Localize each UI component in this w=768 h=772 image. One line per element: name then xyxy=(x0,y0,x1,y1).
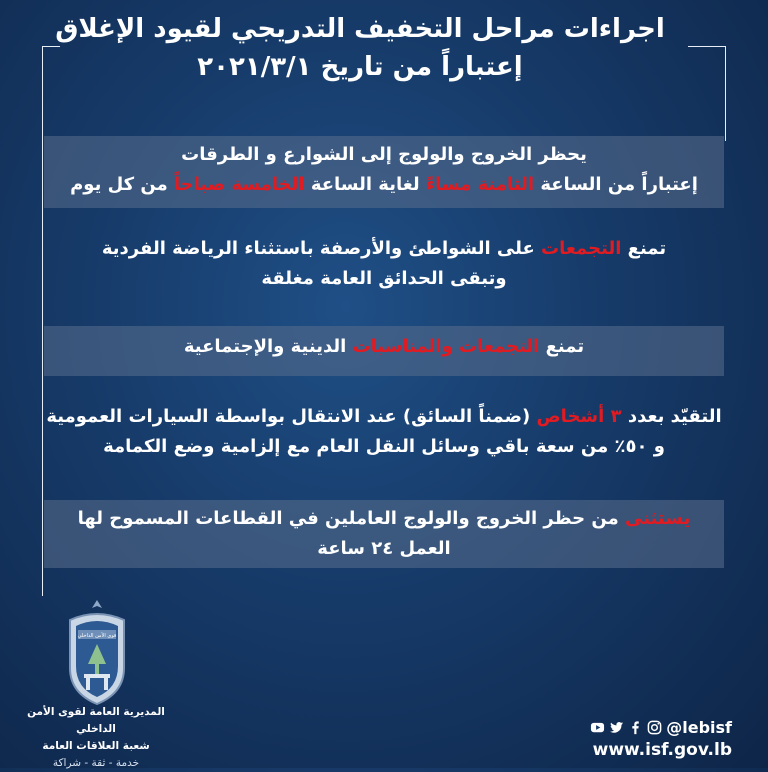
gatherings-events-text-a: تمنع xyxy=(539,336,585,357)
transport-line-2: و ٥٠٪ من سعة باقي وسائل النقل العام مع إلزامية وضع الكمامة xyxy=(103,436,665,457)
title-line-2: إعتباراً من تاريخ ٢٠٢١/٣/١ xyxy=(197,52,523,82)
curfew-text-a: إعتباراً من الساعة xyxy=(534,174,698,195)
gatherings-events-text-b: الدينية والإجتماعية xyxy=(183,336,353,357)
curfew-item xyxy=(44,136,724,208)
instagram-icon[interactable] xyxy=(647,720,662,735)
exemption-item xyxy=(44,500,724,568)
transport-line-1 xyxy=(44,402,724,432)
exemption-text-b: من حظر الخروج والولوج العاملين في القطاعات المسموح لها xyxy=(77,508,626,529)
org-dept: شعبة العلاقات العامة xyxy=(42,740,150,752)
gatherings-beaches-text-a: تمنع xyxy=(621,238,667,259)
youtube-icon[interactable] xyxy=(590,720,605,735)
gatherings-beaches-item xyxy=(44,234,724,298)
facebook-icon[interactable] xyxy=(628,720,643,735)
title-line-1: اجراءات مراحل التخفيف التدريجي لقيود الإغلاق xyxy=(55,14,665,44)
frame-top-line-right xyxy=(688,46,726,47)
curfew-text-b: لغاية الساعة xyxy=(304,174,426,195)
twitter-icon[interactable] xyxy=(609,720,624,735)
isf-logo-icon xyxy=(62,598,132,708)
frame-left-line xyxy=(42,46,43,596)
website-link[interactable]: www.isf.gov.lb xyxy=(592,740,732,760)
gatherings-events-item xyxy=(44,326,724,376)
gatherings-beaches-highlight: التجمعات xyxy=(541,238,622,259)
transport-text-a: التقيّد بعدد xyxy=(621,406,722,427)
org-block xyxy=(16,704,176,772)
curfew-line-1: يحظر الخروج والولوج إلى الشوارع و الطرقات xyxy=(181,144,587,165)
transport-item xyxy=(44,402,724,466)
gatherings-beaches-text-b: على الشواطئ والأرصفة باستثناء الرياضة الفردية xyxy=(101,238,542,259)
transport-highlight: ٣ أشخاص xyxy=(536,406,622,427)
transport-text-b: (ضمناً السائق) عند الانتقال بواسطة السيارات العمومية xyxy=(46,406,537,427)
exemption-highlight: يستثنى xyxy=(625,508,691,529)
page-title xyxy=(40,10,680,86)
social-handle[interactable]: @lebisf xyxy=(666,718,732,737)
curfew-text-c: من كل يوم xyxy=(70,174,175,195)
social-bar xyxy=(590,718,732,737)
frame-right-line xyxy=(725,46,726,141)
curfew-highlight-evening: الثامنة مساءً xyxy=(425,174,535,195)
gatherings-beaches-line-1 xyxy=(44,234,724,264)
curfew-highlight-morning: الخامسة صباحاً xyxy=(174,174,305,195)
logo-text: قوى الأمن الداخلي xyxy=(77,633,117,639)
exemption-line-1 xyxy=(44,504,724,534)
gatherings-events-line-1 xyxy=(44,332,724,362)
curfew-line-2 xyxy=(44,170,724,200)
org-name: المديرية العامة لقوى الأمن الداخلي xyxy=(27,706,165,735)
org-motto: خدمة - ثقة - شراكة xyxy=(52,757,140,769)
exemption-line-2: العمل ٢٤ ساعة xyxy=(317,538,451,559)
gatherings-events-highlight: التجمعات والمناسبات xyxy=(352,336,540,357)
gatherings-beaches-line-2: وتبقى الحدائق العامة مغلقة xyxy=(261,268,507,289)
